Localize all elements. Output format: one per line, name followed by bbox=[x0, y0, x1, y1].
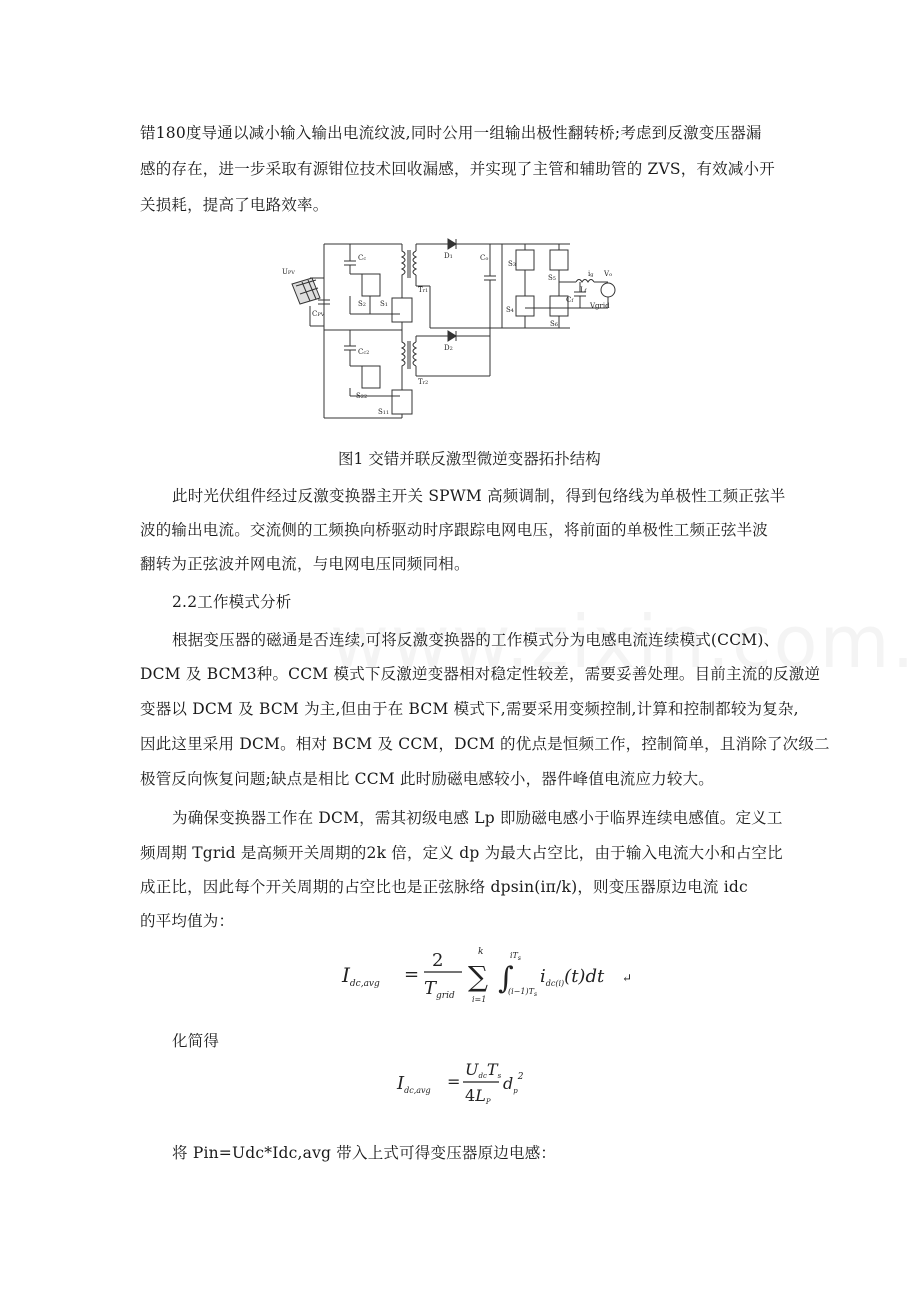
label-s5: S5 bbox=[548, 274, 556, 282]
dcm-line-1: 为确保变换器工作在 DCM，需其初级电感 Lp 即励磁电感小于临界连续电感值。定义工 bbox=[172, 809, 783, 827]
label-s6: S6 bbox=[550, 320, 558, 328]
pin-text: 将 Pin=Udc*Idc,avg 带入上式可得变压器原边电感： bbox=[172, 1144, 557, 1162]
svg-text:k: k bbox=[478, 947, 484, 957]
label-s11: S11 bbox=[378, 408, 390, 416]
circuit-figure bbox=[280, 236, 625, 426]
label-cc2: Cc2 bbox=[358, 348, 370, 356]
modes-line-2: DCM 及 BCM3种。CCM 模式下反激逆变器相对稳定性较差，需要妥善处理。目前主流的反激逆 bbox=[140, 665, 821, 683]
label-s3: S3 bbox=[508, 260, 516, 268]
label-vgrid: Vgrid bbox=[590, 302, 610, 310]
intro-line-1: 错180度导通以减小输入输出电流纹波,同时公用一组输出极性翻转桥;考虑到反激变压器漏 bbox=[140, 124, 762, 142]
svg-text:iTs: $iT_s$ bbox=[510, 951, 521, 962]
svg-text:∫: ∫ bbox=[498, 961, 514, 996]
label-d1: D1 bbox=[444, 252, 453, 260]
equation-simplified bbox=[395, 1055, 565, 1119]
svg-text:dp2: $d_p^2$ bbox=[503, 1072, 524, 1095]
dcm-line-2: 频周期 Tgrid 是高频开关周期的2k 倍，定义 dp 为最大占空比，由于输入电流大小和占空比 bbox=[140, 844, 783, 862]
label-vo: Vo bbox=[604, 270, 613, 278]
svg-text:2: 2 bbox=[432, 950, 444, 971]
svg-text:i=1: i=1 bbox=[472, 995, 487, 1004]
topology-diagram bbox=[280, 236, 625, 426]
svg-text:(i−1)Ts: $(i-1)T_s$ bbox=[508, 987, 538, 998]
label-s1: S1 bbox=[380, 300, 388, 308]
label-cc: Cc bbox=[358, 254, 367, 262]
label-d2: D2 bbox=[444, 344, 453, 352]
label-t2: Tr2 bbox=[418, 378, 429, 386]
label-s4: S4 bbox=[506, 306, 514, 314]
modes-line-4: 因此这里采用 DCM。相对 BCM 及 CCM，DCM 的优点是恒频工作，控制简单，且消除了次级二 bbox=[140, 735, 830, 753]
label-cf: Cf bbox=[566, 296, 574, 304]
label-s2: S2 bbox=[358, 300, 366, 308]
svg-text:idc(i)(t)dt: $i_{dc(i)}(t)dt$ bbox=[540, 966, 605, 988]
label-t1: Tr1 bbox=[418, 286, 429, 294]
modes-line-1: 根据变压器的磁通是否连续,可将反激变换器的工作模式分为电感电流连续模式(CCM)、 bbox=[172, 631, 780, 649]
label-ig: ig bbox=[588, 270, 594, 278]
svg-text:Idc,avg: $I_{dc,avg}$ bbox=[342, 963, 380, 989]
figure-caption: 图1 交错并联反激型微逆变器拓扑结构 bbox=[338, 450, 601, 468]
svg-text:UdcTs: UdcTs bbox=[465, 1060, 502, 1080]
intro-line-3: 关损耗，提高了电路效率。 bbox=[140, 196, 329, 214]
svg-text:Tgrid: $T_{grid}$ bbox=[424, 978, 455, 1001]
equation-average-current bbox=[340, 940, 640, 1016]
modes-line-5: 极管反向恢复问题;缺点是相比 CCM 此时励磁电感较小，器件峰值电流应力较大。 bbox=[140, 770, 714, 788]
dcm-line-3: 成正比，因此每个开关周期的占空比也是正弦脉络 dpsin(iπ/k)，则变压器原边电流 idc bbox=[140, 878, 748, 896]
pv-panel-icon bbox=[292, 278, 320, 304]
section-heading: 2.2工作模式分析 bbox=[172, 593, 292, 611]
intro-line-2: 感的存在，进一步采取有源钳位技术回收漏感，并实现了主管和辅助管的 ZVS，有效减小开 bbox=[140, 160, 775, 178]
svg-text:=: = bbox=[404, 964, 420, 985]
svg-text:∑: ∑ bbox=[468, 960, 488, 993]
svg-text:Idc,avg: $I_{dc,avg}$ bbox=[397, 1073, 431, 1095]
svg-text:4LP: 4LP bbox=[465, 1086, 491, 1106]
modulation-line-2: 波的输出电流。交流侧的工频换向桥驱动时序跟踪电网电压，将前面的单极性工频正弦半波 bbox=[140, 521, 769, 539]
modulation-line-3: 翻转为正弦波并网电流，与电网电压同频同相。 bbox=[140, 555, 470, 573]
label-upv: UPV bbox=[282, 268, 295, 276]
label-cpv: CPV bbox=[312, 310, 325, 318]
svg-text:↵: ↵ bbox=[622, 971, 633, 985]
label-co: Co bbox=[480, 254, 489, 262]
svg-text:=: = bbox=[447, 1072, 461, 1091]
simplify-text: 化简得 bbox=[172, 1032, 220, 1050]
label-lf: Lf bbox=[580, 286, 587, 294]
dcm-line-4: 的平均值为： bbox=[140, 912, 235, 930]
modulation-line-1: 此时光伏组件经过反激变换器主开关 SPWM 高频调制，得到包络线为单极性工频正弦半 bbox=[172, 487, 786, 505]
modes-line-3: 变器以 DCM 及 BCM 为主,但由于在 BCM 模式下,需要采用变频控制,计算和控制都较为复杂, bbox=[140, 700, 799, 718]
label-s22: S22 bbox=[356, 392, 368, 400]
